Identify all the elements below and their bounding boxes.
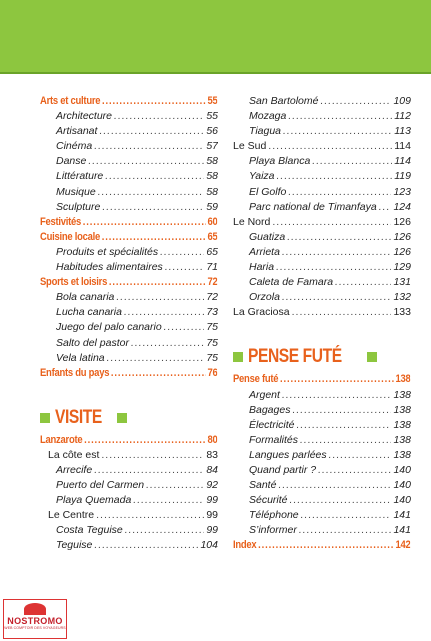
dot-leader bbox=[283, 124, 392, 139]
toc-entry bbox=[40, 185, 218, 200]
toc-entry-label: Cuisine locale bbox=[40, 230, 101, 243]
toc-entry-page: 83 bbox=[206, 448, 218, 461]
dot-leader bbox=[102, 230, 206, 245]
visite-title: VISITE bbox=[55, 406, 102, 428]
toc-entry-page: 114 bbox=[394, 140, 411, 153]
toc-entry-page: 84 bbox=[206, 463, 218, 476]
header-band bbox=[0, 0, 431, 74]
toc-entry-page: 140 bbox=[393, 463, 411, 476]
toc-entry-label: Mozaga bbox=[249, 110, 287, 123]
toc-entry bbox=[40, 139, 218, 154]
toc-entry bbox=[40, 109, 218, 124]
toc-entry bbox=[40, 523, 218, 538]
dot-leader bbox=[335, 275, 391, 290]
dot-leader bbox=[125, 523, 205, 538]
toc-entry-label: Guatiza bbox=[249, 230, 286, 243]
dot-leader bbox=[165, 260, 205, 275]
toc-entry-label: Juego del palo canario bbox=[56, 321, 162, 334]
toc-entry-page: 126 bbox=[393, 245, 411, 258]
logo-name: NOSTROMO bbox=[7, 616, 63, 626]
dot-leader bbox=[268, 139, 392, 154]
toc-entry-label: Playa Quemada bbox=[56, 494, 132, 507]
visite-heading bbox=[40, 405, 218, 431]
toc-entry bbox=[233, 139, 411, 154]
toc-entry-page: 114 bbox=[394, 155, 411, 168]
toc-entry-page: 72 bbox=[207, 276, 218, 289]
toc-entry-page: 75 bbox=[206, 336, 218, 349]
dot-leader bbox=[133, 493, 204, 508]
toc-entry-page: 141 bbox=[393, 524, 411, 537]
dot-leader bbox=[102, 94, 206, 109]
toc-entry-page: 109 bbox=[393, 95, 411, 107]
toc-entry bbox=[40, 448, 218, 463]
toc-entry-label: Téléphone bbox=[249, 509, 299, 522]
dot-leader bbox=[288, 109, 392, 124]
toc-entry bbox=[40, 538, 218, 553]
toc-entry-label: Enfants du pays bbox=[40, 366, 110, 379]
dot-leader bbox=[83, 215, 206, 230]
toc-entry-page: 138 bbox=[393, 403, 411, 416]
toc-entry-label: Cinéma bbox=[56, 140, 93, 153]
toc-entry bbox=[40, 124, 218, 139]
toc-entry bbox=[233, 245, 411, 260]
toc-entry bbox=[233, 433, 411, 448]
toc-entry bbox=[40, 94, 218, 109]
toc-entry-label: Le Centre bbox=[48, 509, 95, 522]
toc-entry-page: 131 bbox=[393, 276, 411, 289]
toc-entry-label: S’informer bbox=[249, 524, 297, 537]
toc-list-right bbox=[233, 94, 411, 320]
toc-entry bbox=[233, 94, 411, 109]
logo-tagline: WEB COMPTOIR DES VOYAGEURS bbox=[4, 626, 66, 630]
toc-entry-label: Santé bbox=[249, 479, 277, 492]
toc-entry bbox=[233, 290, 411, 305]
toc-entry-label: Architecture bbox=[56, 110, 113, 123]
logo-mark-icon bbox=[24, 603, 46, 615]
toc-entry-page: 104 bbox=[200, 539, 218, 552]
toc-entry-page: 58 bbox=[206, 185, 218, 198]
toc-entry bbox=[233, 508, 411, 523]
dot-leader bbox=[379, 200, 392, 215]
dot-leader bbox=[160, 245, 204, 260]
toc-entry-label: Vela latina bbox=[56, 351, 105, 364]
dot-leader bbox=[318, 463, 391, 478]
toc-entry-page: 59 bbox=[206, 200, 218, 213]
toc-entry-label: Le Sud bbox=[233, 140, 267, 153]
toc-entry-label: Habitudes alimentaires bbox=[56, 261, 163, 274]
green-square-icon bbox=[367, 352, 377, 362]
pense-fute-heading bbox=[233, 344, 411, 370]
toc-entry bbox=[40, 260, 218, 275]
toc-entry-page: 75 bbox=[206, 351, 218, 364]
dot-leader bbox=[278, 478, 391, 493]
toc-list-left bbox=[40, 94, 218, 381]
toc-entry-page: 129 bbox=[393, 261, 411, 274]
toc-entry bbox=[40, 366, 218, 381]
toc-entry bbox=[40, 478, 218, 493]
toc-entry bbox=[40, 230, 218, 245]
dot-leader bbox=[94, 538, 198, 553]
toc-entry-page: 138 bbox=[393, 448, 411, 461]
toc-entry-page: 99 bbox=[206, 509, 218, 522]
toc-entry-label: Yaiza bbox=[249, 170, 275, 183]
toc-entry-label: Playa Blanca bbox=[249, 155, 311, 168]
toc-entry bbox=[233, 109, 411, 124]
toc-entry-label: La Graciosa bbox=[233, 306, 290, 319]
dot-leader bbox=[146, 478, 204, 493]
toc-entry-page: 113 bbox=[394, 125, 411, 138]
toc-entry-page: 56 bbox=[206, 125, 218, 138]
dot-leader bbox=[124, 305, 204, 320]
toc-entry bbox=[233, 154, 411, 169]
toc-entry-page: 123 bbox=[393, 185, 411, 198]
toc-entry-label: San Bartolomé bbox=[249, 95, 319, 107]
toc-entry-page: 119 bbox=[394, 170, 411, 183]
toc-entry-page: 138 bbox=[395, 373, 411, 386]
toc-entry bbox=[233, 493, 411, 508]
toc-entry-label: Puerto del Carmen bbox=[56, 479, 145, 492]
toc-entry bbox=[233, 305, 411, 320]
toc-entry-page: 72 bbox=[206, 291, 218, 304]
dot-leader bbox=[105, 169, 204, 184]
dot-leader bbox=[329, 448, 392, 463]
toc-entry-label: Sécurité bbox=[249, 494, 288, 507]
toc-entry bbox=[40, 290, 218, 305]
toc-entry-page: 132 bbox=[393, 291, 411, 304]
toc-entry-label: Costa Teguise bbox=[56, 524, 123, 537]
green-square-icon bbox=[40, 413, 50, 423]
dot-leader bbox=[84, 433, 206, 448]
dot-leader bbox=[131, 336, 204, 351]
toc-entry bbox=[233, 448, 411, 463]
toc-entry-page: 142 bbox=[395, 539, 411, 552]
toc-entry-label: Argent bbox=[249, 388, 280, 401]
dot-leader bbox=[299, 523, 392, 538]
dot-leader bbox=[290, 493, 392, 508]
toc-entry bbox=[40, 200, 218, 215]
toc-entry-label: Parc national de Timanfaya bbox=[249, 200, 377, 213]
dot-leader bbox=[102, 200, 204, 215]
dot-leader bbox=[99, 124, 204, 139]
dot-leader bbox=[320, 94, 391, 109]
dot-leader bbox=[301, 508, 392, 523]
toc-entry-label: Arrecife bbox=[56, 463, 93, 476]
toc-entry bbox=[233, 169, 411, 184]
toc-entry-label: Artisanat bbox=[56, 125, 98, 138]
toc-entry-page: 133 bbox=[393, 306, 411, 319]
toc-entry-page: 138 bbox=[393, 433, 411, 446]
toc-entry-page: 140 bbox=[393, 494, 411, 507]
toc-entry-page: 141 bbox=[393, 509, 411, 522]
dot-leader bbox=[114, 109, 204, 124]
toc-entry-page: 55 bbox=[207, 95, 218, 107]
dot-leader bbox=[101, 448, 204, 463]
toc-entry-label: Index bbox=[233, 539, 257, 552]
toc-entry-label: Littérature bbox=[56, 170, 104, 183]
dot-leader bbox=[109, 275, 206, 290]
toc-entry-page: 73 bbox=[206, 306, 218, 319]
toc-entry-label: Langues parlées bbox=[249, 448, 327, 461]
toc-entry-label: Danse bbox=[56, 155, 87, 168]
toc-entry bbox=[233, 185, 411, 200]
toc-entry-page: 76 bbox=[207, 366, 218, 379]
toc-entry-page: 124 bbox=[393, 200, 411, 213]
dot-leader bbox=[96, 508, 204, 523]
toc-entry-page: 112 bbox=[394, 110, 411, 123]
toc-entry bbox=[233, 200, 411, 215]
toc-entry-page: 92 bbox=[206, 479, 218, 492]
toc-entry-page: 140 bbox=[393, 479, 411, 492]
dot-leader bbox=[116, 290, 204, 305]
dot-leader bbox=[88, 154, 204, 169]
toc-entry-label: Arrieta bbox=[249, 245, 280, 258]
toc-entry-label: El Golfo bbox=[249, 185, 287, 198]
pense-fute-title: PENSE FUTÉ bbox=[248, 346, 342, 368]
toc-entry-label: La côte est bbox=[48, 448, 100, 461]
toc-entry-label: Teguise bbox=[56, 539, 93, 552]
toc-entry bbox=[233, 388, 411, 403]
toc-entry bbox=[233, 463, 411, 478]
toc-entry bbox=[40, 433, 218, 448]
green-square-icon bbox=[233, 352, 243, 362]
toc-entry-label: Bola canaria bbox=[56, 291, 115, 304]
toc-entry-label: Le Nord bbox=[233, 215, 271, 228]
toc-entry bbox=[40, 154, 218, 169]
toc-entry bbox=[40, 169, 218, 184]
toc-entry-page: 75 bbox=[206, 321, 218, 334]
toc-entry-label: Bagages bbox=[249, 403, 291, 416]
toc-entry bbox=[233, 275, 411, 290]
dot-leader bbox=[282, 245, 392, 260]
toc-entry bbox=[233, 478, 411, 493]
toc-entry bbox=[40, 305, 218, 320]
dot-leader bbox=[292, 403, 391, 418]
toc-list-pense-fute bbox=[233, 372, 411, 553]
dot-leader bbox=[300, 433, 391, 448]
toc-entry bbox=[233, 215, 411, 230]
toc-entry-label: Quand partir ? bbox=[249, 463, 317, 476]
toc-entry bbox=[233, 403, 411, 418]
dot-leader bbox=[288, 185, 391, 200]
dot-leader bbox=[111, 366, 206, 381]
dot-leader bbox=[280, 372, 394, 387]
toc-entry-label: Arts et culture bbox=[40, 95, 101, 107]
toc-entry-page: 138 bbox=[393, 388, 411, 401]
dot-leader bbox=[258, 538, 394, 553]
nostromo-logo bbox=[3, 599, 67, 639]
toc-list-visite bbox=[40, 433, 218, 554]
toc-entry bbox=[233, 124, 411, 139]
toc-entry-label: Tiagua bbox=[249, 125, 282, 138]
toc-entry bbox=[40, 508, 218, 523]
toc-entry bbox=[40, 493, 218, 508]
toc-entry-page: 58 bbox=[206, 170, 218, 183]
toc-entry-page: 99 bbox=[206, 494, 218, 507]
toc-entry bbox=[40, 320, 218, 335]
dot-leader bbox=[277, 169, 393, 184]
green-square-icon bbox=[117, 413, 127, 423]
dot-leader bbox=[164, 320, 205, 335]
toc-entry-page: 71 bbox=[206, 261, 218, 274]
dot-leader bbox=[282, 290, 392, 305]
toc-entry-page: 60 bbox=[207, 215, 218, 228]
dot-leader bbox=[94, 139, 204, 154]
toc-entry-page: 65 bbox=[207, 230, 218, 243]
toc-entry-page: 58 bbox=[206, 155, 218, 168]
dot-leader bbox=[297, 418, 392, 433]
toc-left-column bbox=[40, 94, 218, 554]
toc-entry-label: Formalités bbox=[249, 433, 299, 446]
dot-leader bbox=[98, 185, 205, 200]
toc-entry-page: 138 bbox=[393, 418, 411, 431]
toc-entry-label: Produits et spécialités bbox=[56, 245, 159, 258]
toc-entry bbox=[233, 418, 411, 433]
toc-entry bbox=[40, 275, 218, 290]
dot-leader bbox=[312, 154, 392, 169]
toc-entry bbox=[233, 523, 411, 538]
toc-entry-label: Orzola bbox=[249, 291, 280, 304]
dot-leader bbox=[287, 230, 391, 245]
toc-entry-page: 99 bbox=[206, 524, 218, 537]
toc-entry-page: 126 bbox=[393, 230, 411, 243]
dot-leader bbox=[107, 351, 205, 366]
toc-entry-page: 80 bbox=[207, 433, 218, 446]
toc-entry-label: Sculpture bbox=[56, 200, 101, 213]
toc-entry-page: 65 bbox=[206, 245, 218, 258]
toc-entry bbox=[233, 230, 411, 245]
toc-entry-label: Festivités bbox=[40, 215, 82, 228]
toc-entry-label: Salto del pastor bbox=[56, 336, 129, 349]
toc-entry bbox=[40, 463, 218, 478]
toc-entry-page: 55 bbox=[206, 110, 218, 123]
toc-right-column bbox=[233, 94, 411, 554]
toc-entry-label: Pense futé bbox=[233, 373, 279, 386]
toc-entry bbox=[40, 351, 218, 366]
toc-entry-label: Lanzarote bbox=[40, 433, 83, 446]
toc-entry-page: 57 bbox=[206, 140, 218, 153]
toc-entry-label: Électricité bbox=[249, 418, 295, 431]
toc-entry bbox=[40, 245, 218, 260]
dot-leader bbox=[292, 305, 392, 320]
toc-entry-label: Lucha canaria bbox=[56, 306, 122, 319]
toc-entry bbox=[40, 215, 218, 230]
toc-entry bbox=[233, 538, 411, 553]
toc-entry bbox=[40, 336, 218, 351]
toc-entry-label: Caleta de Famara bbox=[249, 276, 334, 289]
dot-leader bbox=[282, 388, 392, 403]
toc-entry-label: Sports et loisirs bbox=[40, 276, 108, 289]
toc-entry-label: Musique bbox=[56, 185, 96, 198]
toc-entry-label: Haria bbox=[249, 261, 275, 274]
toc-entry bbox=[233, 372, 411, 387]
dot-leader bbox=[276, 260, 391, 275]
toc-entry-page: 126 bbox=[393, 215, 411, 228]
toc-entry bbox=[233, 260, 411, 275]
dot-leader bbox=[94, 463, 204, 478]
dot-leader bbox=[272, 215, 391, 230]
